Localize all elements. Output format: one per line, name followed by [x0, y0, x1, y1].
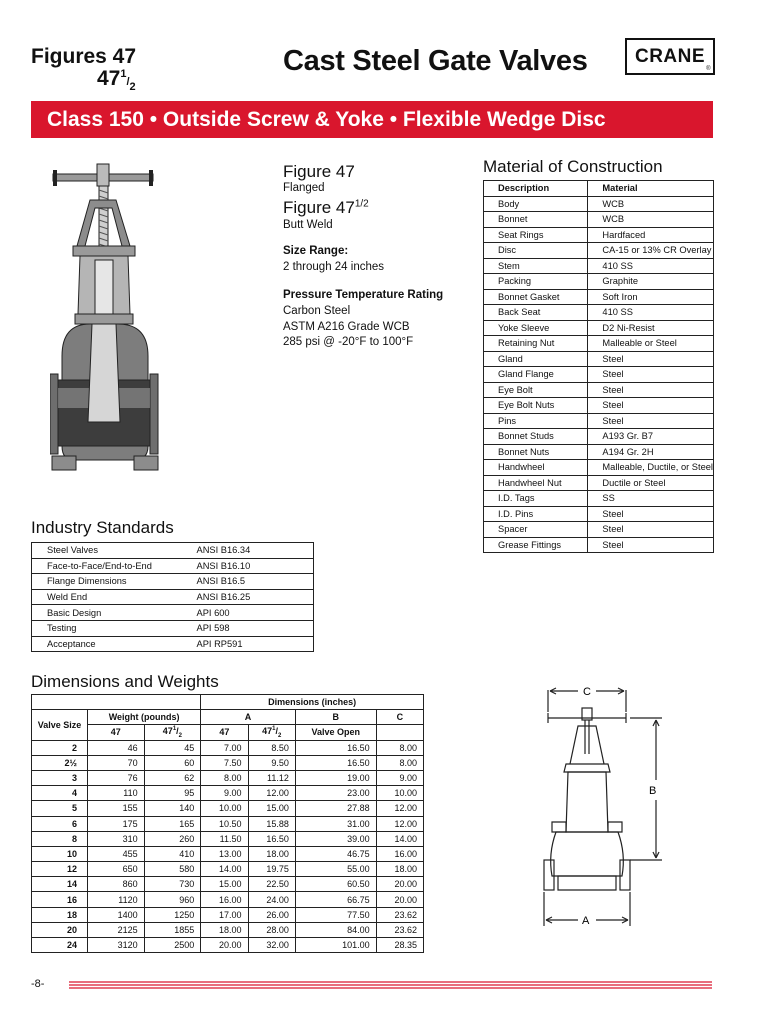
weight-header: Weight (pounds)	[88, 710, 201, 725]
standard-code: API 600	[182, 605, 314, 621]
standards-table	[31, 542, 314, 652]
dimension-cell: 15.00	[201, 877, 248, 892]
dimension-cell: 10.00	[376, 786, 423, 801]
dimension-cell: 84.00	[295, 922, 376, 937]
material-description: Eye Bolt Nuts	[484, 398, 588, 414]
material-value: WCB	[588, 212, 714, 228]
material-description: Gland	[484, 351, 588, 367]
dimension-cell: 70	[88, 755, 145, 770]
size-range-value: 2 through 24 inches	[283, 260, 385, 273]
table-row	[32, 770, 424, 785]
dimension-cell: 175	[88, 816, 145, 831]
dimension-cell: 11.50	[201, 831, 248, 846]
dimension-cell: 27.88	[295, 801, 376, 816]
material-description: Pins	[484, 413, 588, 429]
dimension-cell: 10.00	[201, 801, 248, 816]
standard-code: ANSI B16.5	[182, 574, 314, 590]
dimension-cell: 31.00	[295, 816, 376, 831]
table-row	[32, 740, 424, 755]
table-row	[32, 816, 424, 831]
dimension-cell: 2500	[144, 938, 201, 953]
a-47-header: 47	[201, 725, 248, 740]
dimension-cell: 23.00	[295, 786, 376, 801]
material-value: Graphite	[588, 274, 714, 290]
standard-code: API 598	[182, 620, 314, 636]
dim-c-header: C	[376, 710, 423, 725]
table-row	[32, 589, 314, 605]
table-row	[32, 862, 424, 877]
valve-size-cell: 8	[32, 831, 88, 846]
table-row	[32, 938, 424, 953]
valve-size-header: Valve Size	[32, 710, 88, 740]
standard-item: Testing	[32, 620, 182, 636]
dimension-cell: 46	[88, 740, 145, 755]
table-row	[32, 877, 424, 892]
table-row	[484, 258, 714, 274]
table-row	[484, 305, 714, 321]
material-value: Steel	[588, 537, 714, 553]
table-row	[484, 522, 714, 538]
dimension-cell: 60	[144, 755, 201, 770]
dimension-cell: 650	[88, 862, 145, 877]
table-row	[32, 543, 314, 559]
dimension-cell: 55.00	[295, 862, 376, 877]
material-value: Steel	[588, 382, 714, 398]
column-header: Description	[484, 181, 588, 197]
table-row	[32, 755, 424, 770]
dimension-cell: 76	[88, 770, 145, 785]
valve-cutaway-illustration	[50, 160, 165, 482]
pressure-rating-line: ASTM A216 Grade WCB	[283, 320, 410, 333]
dimension-cell: 1400	[88, 907, 145, 922]
dimension-cell: 15.88	[248, 816, 295, 831]
valve-size-cell: 14	[32, 877, 88, 892]
table-row	[32, 846, 424, 861]
material-value: Steel	[588, 522, 714, 538]
table-row	[484, 212, 714, 228]
material-value: A194 Gr. 2H	[588, 444, 714, 460]
valve-info	[283, 162, 473, 351]
valve-open-header: Valve Open	[295, 725, 376, 740]
dimension-cell: 260	[144, 831, 201, 846]
dimension-cell: 18.00	[201, 922, 248, 937]
dimension-cell: 155	[88, 801, 145, 816]
figure-47-type: Flanged	[283, 182, 325, 195]
weight-47-header: 47	[88, 725, 145, 740]
dimension-cell: 23.62	[376, 922, 423, 937]
table-row	[484, 475, 714, 491]
material-description: Bonnet Nuts	[484, 444, 588, 460]
dimension-cell: 11.12	[248, 770, 295, 785]
valve-size-cell: 16	[32, 892, 88, 907]
dimension-cell: 20.00	[376, 877, 423, 892]
dim-b-header: B	[295, 710, 376, 725]
material-value: SS	[588, 491, 714, 507]
dimension-cell: 860	[88, 877, 145, 892]
dimension-cell: 28.00	[248, 922, 295, 937]
dimension-cell: 9.50	[248, 755, 295, 770]
table-row	[32, 786, 424, 801]
material-description: Retaining Nut	[484, 336, 588, 352]
valve-size-cell: 10	[32, 846, 88, 861]
standard-code: ANSI B16.34	[182, 543, 314, 559]
table-row	[484, 227, 714, 243]
valve-size-cell: 18	[32, 907, 88, 922]
dimension-cell: 12.00	[376, 816, 423, 831]
dimension-cell: 39.00	[295, 831, 376, 846]
valve-size-cell: 5	[32, 801, 88, 816]
dimension-cell: 7.50	[201, 755, 248, 770]
figures-line1: Figures 47	[31, 45, 137, 68]
standard-code: API RP591	[182, 636, 314, 652]
dimension-cell: 46.75	[295, 846, 376, 861]
dim-c-label: C	[583, 686, 591, 698]
material-description: Bonnet Gasket	[484, 289, 588, 305]
material-value: Steel	[588, 367, 714, 383]
dimension-cell: 60.50	[295, 877, 376, 892]
standards-title: Industry Standards	[31, 518, 174, 537]
dimension-cell: 23.62	[376, 907, 423, 922]
material-description: Stem	[484, 258, 588, 274]
standard-item: Basic Design	[32, 605, 182, 621]
page-number: -8-	[31, 978, 45, 990]
material-description: Bonnet Studs	[484, 429, 588, 445]
material-value: Steel	[588, 413, 714, 429]
material-description: Bonnet	[484, 212, 588, 228]
material-value: 410 SS	[588, 258, 714, 274]
dimension-cell: 730	[144, 877, 201, 892]
material-description: Yoke Sleeve	[484, 320, 588, 336]
dimension-cell: 9.00	[201, 786, 248, 801]
material-description: Grease Fittings	[484, 537, 588, 553]
column-header: Material	[588, 181, 714, 197]
table-row	[484, 491, 714, 507]
dimension-cell: 7.00	[201, 740, 248, 755]
dimension-cell: 455	[88, 846, 145, 861]
dimension-cell: 14.00	[201, 862, 248, 877]
dimension-cell: 580	[144, 862, 201, 877]
dimension-cell: 1855	[144, 922, 201, 937]
material-value: Malleable or Steel	[588, 336, 714, 352]
dimension-cell: 960	[144, 892, 201, 907]
table-row	[484, 243, 714, 259]
valve-size-cell: 4	[32, 786, 88, 801]
table-row	[32, 605, 314, 621]
dimension-cell: 19.75	[248, 862, 295, 877]
material-value: Steel	[588, 398, 714, 414]
dimension-cell: 19.00	[295, 770, 376, 785]
material-description: Eye Bolt	[484, 382, 588, 398]
material-value: Hardfaced	[588, 227, 714, 243]
figure-47half-label: Figure $47^{1/2}$	[283, 198, 369, 218]
dimension-cell: 310	[88, 831, 145, 846]
table-row	[32, 636, 314, 652]
table-row	[484, 382, 714, 398]
dimension-cell: 16.00	[376, 846, 423, 861]
weight-47half-header: $47^1/_2$	[144, 725, 201, 740]
valve-size-cell: 2½	[32, 755, 88, 770]
table-row	[484, 274, 714, 290]
table-row	[484, 351, 714, 367]
table-row	[32, 922, 424, 937]
standard-item: Acceptance	[32, 636, 182, 652]
material-description: Back Seat	[484, 305, 588, 321]
standard-code: ANSI B16.10	[182, 558, 314, 574]
dimension-cell: 12.00	[248, 786, 295, 801]
table-row	[32, 907, 424, 922]
size-range-heading: Size Range:	[283, 244, 349, 257]
table-row	[32, 892, 424, 907]
crane-logo: CRANE ®	[625, 38, 715, 75]
material-value: Steel	[588, 506, 714, 522]
standard-item: Flange Dimensions	[32, 574, 182, 590]
dimensions-table	[31, 694, 424, 953]
table-row	[32, 801, 424, 816]
table-row	[484, 336, 714, 352]
material-description: Disc	[484, 243, 588, 259]
dimension-cell: 45	[144, 740, 201, 755]
material-value: D2 Ni-Resist	[588, 320, 714, 336]
valve-size-cell: 3	[32, 770, 88, 785]
table-row	[32, 620, 314, 636]
dimension-cell: 66.75	[295, 892, 376, 907]
dimension-cell: 3120	[88, 938, 145, 953]
dim-a-label: A	[582, 915, 590, 927]
dimension-cell: 16.00	[201, 892, 248, 907]
dim-b-label: B	[649, 785, 657, 797]
dimension-diagram	[538, 684, 668, 934]
table-row	[484, 506, 714, 522]
material-value: Soft Iron	[588, 289, 714, 305]
material-value: Ductile or Steel	[588, 475, 714, 491]
valve-size-cell: 12	[32, 862, 88, 877]
a-47half-header: $47^1/_2$	[248, 725, 295, 740]
materials-table	[483, 180, 714, 553]
material-value: Malleable, Ductile, or Steel	[588, 460, 714, 476]
dimension-cell: 18.00	[248, 846, 295, 861]
dimension-cell: 10.50	[201, 816, 248, 831]
dimension-cell: 16.50	[295, 755, 376, 770]
dimension-cell: 20.00	[376, 892, 423, 907]
dimension-cell: 77.50	[295, 907, 376, 922]
table-row	[32, 558, 314, 574]
footer-rule	[69, 980, 712, 990]
standard-code: ANSI B16.25	[182, 589, 314, 605]
dimension-cell: 9.00	[376, 770, 423, 785]
dimension-cell: 16.50	[295, 740, 376, 755]
dimension-cell: 140	[144, 801, 201, 816]
material-description: Spacer	[484, 522, 588, 538]
valve-size-cell: 24	[32, 938, 88, 953]
material-description: Gland Flange	[484, 367, 588, 383]
dim-a-header: A	[201, 710, 296, 725]
pressure-rating-line: 285 psi @ -20°F to 100°F	[283, 336, 414, 349]
pressure-rating-line: Carbon Steel	[283, 305, 351, 318]
material-description: I.D. Pins	[484, 506, 588, 522]
dimension-cell: 26.00	[248, 907, 295, 922]
table-row	[32, 574, 314, 590]
dimensions-title: Dimensions and Weights	[31, 672, 219, 691]
valve-size-cell: 6	[32, 816, 88, 831]
dimension-cell: 1120	[88, 892, 145, 907]
dimension-cell: 1250	[144, 907, 201, 922]
materials-title: Material of Construction	[483, 157, 663, 176]
table-row	[484, 367, 714, 383]
standard-item: Weld End	[32, 589, 182, 605]
table-row	[32, 831, 424, 846]
dimension-cell: 95	[144, 786, 201, 801]
pressure-rating-heading: Pressure Temperature Rating	[283, 289, 444, 302]
valve-size-cell: 2	[32, 740, 88, 755]
material-description: Seat Rings	[484, 227, 588, 243]
dimension-cell: 8.00	[376, 740, 423, 755]
dimension-cell: 8.00	[201, 770, 248, 785]
table-row	[484, 444, 714, 460]
dimension-cell: 12.00	[376, 801, 423, 816]
material-description: Body	[484, 196, 588, 212]
table-header-row	[484, 181, 714, 197]
material-description: Handwheel	[484, 460, 588, 476]
dimension-cell: 28.35	[376, 938, 423, 953]
dimension-cell: 22.50	[248, 877, 295, 892]
dimension-cell: 14.00	[376, 831, 423, 846]
material-value: CA-15 or 13% CR Overlay	[588, 243, 714, 259]
table-row	[484, 537, 714, 553]
class-banner: Class 150 • Outside Screw & Yoke • Flexible Wedge Disc	[31, 101, 713, 138]
dimension-cell: 410	[144, 846, 201, 861]
dimension-cell: 165	[144, 816, 201, 831]
dimension-cell: 101.00	[295, 938, 376, 953]
figure-47-label: Figure 47	[283, 162, 355, 181]
figures-line2: $47^1/_2$	[97, 67, 136, 94]
dimension-cell: 16.50	[248, 831, 295, 846]
standard-item: Face-to-Face/End-to-End	[32, 558, 182, 574]
table-row	[484, 320, 714, 336]
table-row	[484, 460, 714, 476]
table-row	[484, 289, 714, 305]
dimension-cell: 110	[88, 786, 145, 801]
dimension-cell: 18.00	[376, 862, 423, 877]
material-description: Handwheel Nut	[484, 475, 588, 491]
dimension-cell: 8.00	[376, 755, 423, 770]
standard-item: Steel Valves	[32, 543, 182, 559]
material-value: 410 SS	[588, 305, 714, 321]
dimension-cell: 17.00	[201, 907, 248, 922]
dimension-cell: 15.00	[248, 801, 295, 816]
table-row	[484, 398, 714, 414]
material-description: Packing	[484, 274, 588, 290]
material-value: A193 Gr. B7	[588, 429, 714, 445]
dimension-cell: 62	[144, 770, 201, 785]
dimension-cell: 8.50	[248, 740, 295, 755]
material-value: WCB	[588, 196, 714, 212]
table-row	[484, 429, 714, 445]
dimension-cell: 2125	[88, 922, 145, 937]
dimension-cell: 24.00	[248, 892, 295, 907]
dimension-cell: 20.00	[201, 938, 248, 953]
table-row	[484, 196, 714, 212]
valve-size-cell: 20	[32, 922, 88, 937]
dimension-cell: 32.00	[248, 938, 295, 953]
table-row	[484, 413, 714, 429]
material-description: I.D. Tags	[484, 491, 588, 507]
material-value: Steel	[588, 351, 714, 367]
figure-47half-type: Butt Weld	[283, 218, 333, 231]
page-title: Cast Steel Gate Valves	[283, 45, 588, 77]
dimensions-header: Dimensions (inches)	[201, 695, 424, 710]
figures-heading	[31, 46, 136, 94]
dimension-cell: 13.00	[201, 846, 248, 861]
